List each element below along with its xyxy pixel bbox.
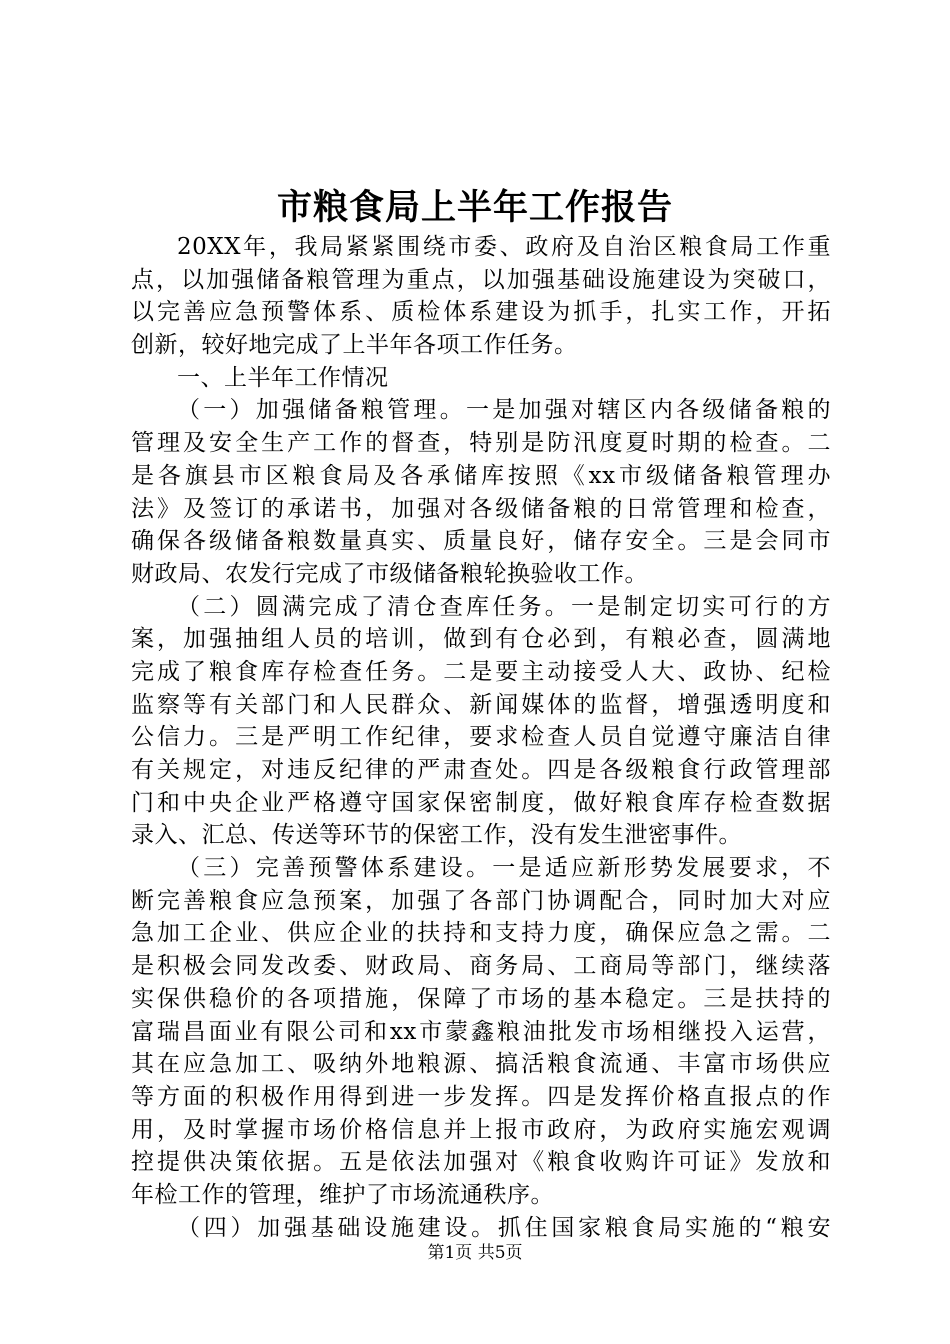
text-line: 年检工作的管理，维护了市场流通秩序。 bbox=[131, 1181, 554, 1208]
text-line: 一、上半年工作情况 bbox=[177, 364, 389, 391]
text-line: （一）加强储备粮管理。一是加强对辖区内各级储备粮的 bbox=[177, 397, 831, 424]
text-line: 财政局、农发行完成了市级储备粮轮换验收工作。 bbox=[131, 560, 648, 587]
document-title: 市粮食局上半年工作报告 bbox=[276, 187, 673, 228]
text-line: 富瑞昌面业有限公司和xx市蒙鑫粮油批发市场相继投入运营， bbox=[131, 1018, 831, 1045]
text-line: 其在应急加工、吸纳外地粮源、搞活粮食流通、丰富市场供应 bbox=[131, 1051, 831, 1078]
text-line: 管理及安全生产工作的督查，特别是防汛度夏时期的检查。二 bbox=[131, 430, 831, 457]
text-line: 等方面的积极作用得到进一步发挥。四是发挥价格直报点的作 bbox=[131, 1083, 831, 1110]
text-line: 完成了粮食库存检查任务。二是要主动接受人大、政协、纪检 bbox=[131, 658, 831, 685]
page-footer: 第1页 共5页 bbox=[427, 1243, 523, 1263]
text-line: 是各旗县市区粮食局及各承储库按照《xx市级储备粮管理办 bbox=[131, 462, 831, 489]
document-body bbox=[131, 231, 831, 1244]
text-line: 法》及签订的承诺书，加强对各级储备粮的日常管理和检查， bbox=[131, 495, 831, 522]
text-line: 用，及时掌握市场价格信息并上报市政府，为政府实施宏观调 bbox=[131, 1116, 831, 1143]
text-line: 实保供稳价的各项措施，保障了市场的基本稳定。三是扶持的 bbox=[131, 985, 831, 1012]
text-line: 监察等有关部门和人民群众、新闻媒体的监督，增强透明度和 bbox=[131, 691, 831, 718]
text-line: 确保各级储备粮数量真实、质量良好，储存安全。三是会同市 bbox=[131, 528, 831, 555]
text-line: 以完善应急预警体系、质检体系建设为抓手，扎实工作，开拓 bbox=[131, 299, 831, 326]
text-line: 录入、汇总、传送等环节的保密工作，没有发生泄密事件。 bbox=[131, 822, 742, 849]
text-line: 20XX年，我局紧紧围绕市委、政府及自治区粮食局工作重 bbox=[177, 234, 831, 260]
text-line: 点，以加强储备粮管理为重点，以加强基础设施建设为突破口， bbox=[131, 266, 831, 293]
text-line: 公信力。三是严明工作纪律，要求检查人员自觉遵守廉洁自律 bbox=[131, 724, 831, 751]
text-line: 控提供决策依据。五是依法加强对《粮食收购许可证》发放和 bbox=[131, 1149, 831, 1176]
text-line: 创新，较好地完成了上半年各项工作任务。 bbox=[131, 332, 578, 359]
text-line: 门和中央企业严格遵守国家保密制度，做好粮食库存检查数据 bbox=[131, 789, 831, 816]
text-line: 案，加强抽组人员的培训，做到有仓必到，有粮必查，圆满地 bbox=[131, 626, 831, 653]
text-line: 有关规定，对违反纪律的严肃查处。四是各级粮食行政管理部 bbox=[131, 757, 831, 783]
text-line: 是积极会同发改委、财政局、商务局、工商局等部门，继续落 bbox=[131, 953, 831, 980]
text-line: （四）加强基础设施建设。抓住国家粮食局实施的“粮安 bbox=[177, 1214, 831, 1241]
text-line: （三）完善预警体系建设。一是适应新形势发展要求，不 bbox=[177, 855, 831, 882]
text-line: （二）圆满完成了清仓查库任务。一是制定切实可行的方 bbox=[177, 593, 831, 620]
text-line: 断完善粮食应急预案，加强了各部门协调配合，同时加大对应 bbox=[131, 887, 831, 914]
text-line: 急加工企业、供应企业的扶持和支持力度，确保应急之需。二 bbox=[131, 920, 831, 947]
